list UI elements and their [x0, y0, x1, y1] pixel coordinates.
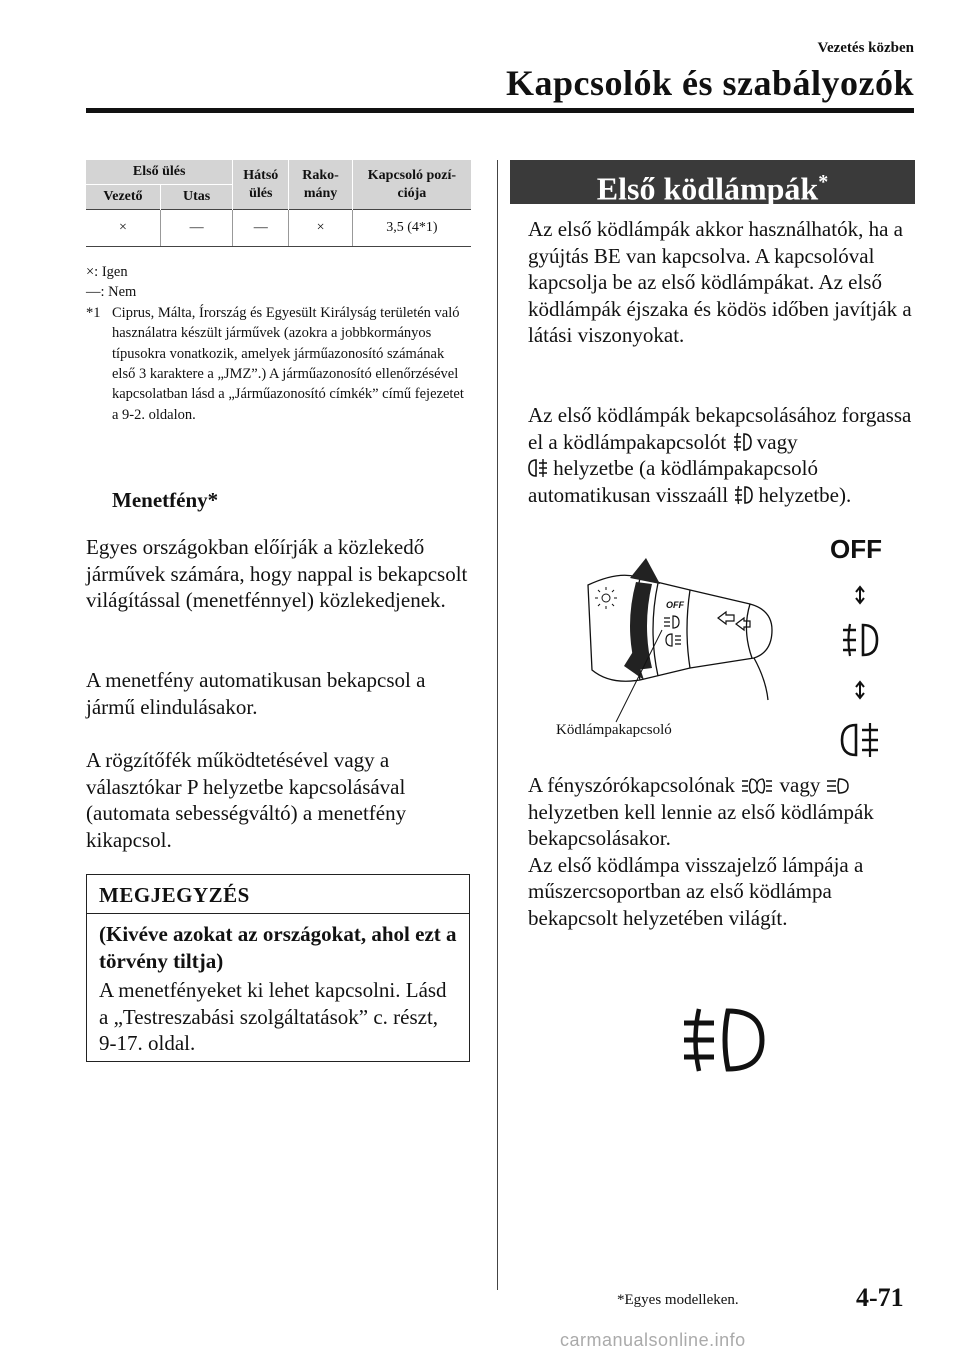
paragraph: Az első ködlámpák akkor használhatók, ha a gyújtás BE van kapcsolva. A kapcsolóval kapcsolja be az első ködlámpákat. Az első ködlámpák éjszaka és ködös időben javítják a látási viszonyokat. [528, 217, 912, 347]
table-row [86, 210, 471, 247]
column-divider [497, 160, 498, 1290]
table-cell: — [233, 210, 289, 247]
turn-arrow-icon [718, 612, 750, 630]
fog-switch-label: Ködlámpakapcsoló [556, 722, 672, 738]
front-fog-icon [843, 624, 877, 656]
chapter-title: Kapcsolók és szabályozók [505, 63, 914, 103]
th-cargo: Rako-mány [289, 160, 353, 210]
paragraph [528, 772, 918, 931]
table-cell: × [289, 210, 353, 247]
rear-fog-icon [842, 723, 878, 757]
fog-switch-illustration [540, 530, 920, 785]
section-mark: * [818, 171, 829, 193]
th-driver: Vezető [86, 185, 160, 210]
th-first-seat: Első ülés [86, 160, 233, 185]
section-title: Első ködlámpák [596, 170, 819, 207]
text-run: vagy [774, 773, 826, 797]
footnote [86, 303, 471, 425]
text-run: helyzetben kell lennie az első ködlámpák bekapcsolásakor. [528, 799, 874, 850]
note-title: MEGJEGYZÉS [99, 883, 250, 907]
footer-note: *Egyes modelleken. [617, 1292, 739, 1308]
legend-yes: ×: Igen [86, 264, 128, 280]
footnote-text: Ciprus, Málta, Írország és Egyesült Királyság területén való használatra készült járművek (azokra a jobbkormányos típusokra vonatkozik, amelyek járműazonosító számának első 3 karaktere a „JMZ”.) A járműazonosító ellenőrzésével kapcsolatban lásd a „Járműazonosító címkék” című fejezetet a 9-2. oldalon. [112, 304, 464, 423]
text-run: Az első ködlámpa visszajelző lámpája a műszercsoportban az első ködlámpa bekapcsolt helyzetében világít. [528, 852, 864, 930]
text-run: helyzetbe). [753, 482, 852, 507]
th-passenger: Utas [160, 185, 232, 210]
rear-fog-icon [528, 457, 548, 479]
stalk-fog-marks [664, 616, 681, 646]
stalk-off-mark: OFF [666, 600, 684, 610]
table-cell: 3,5 (4*1) [352, 210, 471, 247]
page-number: 4-71 [856, 1283, 904, 1312]
chapter-subtitle: Vezetés közben [817, 40, 914, 56]
watermark: carmanualsonline.info [560, 1330, 746, 1350]
table-cell: — [160, 210, 232, 247]
footnote-mark: *1 [86, 304, 101, 321]
paragraph [528, 402, 918, 508]
front-fog-icon [733, 484, 753, 506]
th-rear-seat: Hátsó ülés [233, 160, 289, 210]
text-run: Az első ködlámpák bekapcsolásához forgassa el a ködlámpakapcsolót [528, 403, 912, 454]
paragraph: A menetfény automatikusan bekapcsol a jármű elindulásakor. [86, 668, 426, 719]
th-switch-pos: Kapcsoló pozí-ciója [352, 160, 471, 210]
paragraph: Egyes országokban előírják a közlekedő járművek számára, hogy nappal is bekapcsolt világítással (menetfénnyel) közlekedjenek. [86, 535, 468, 612]
headlight-sun-icon [595, 587, 617, 609]
legend-no: —: Nem [86, 284, 137, 301]
note-condition: (Kivéve azokat az országokat, ahol ezt a törvény tiltja) [99, 922, 457, 973]
header-rule [86, 108, 914, 113]
note-text: A menetfényeket ki lehet kapcsolni. Lásd a „Testreszabási szolgáltatások” c. részt, 9-17. oldal. [99, 978, 447, 1055]
text-run: A fényszórókapcsolónak [528, 773, 741, 797]
parking-light-icon [740, 776, 774, 796]
headlight-icon [826, 776, 850, 796]
arrow-updown-icon [856, 682, 864, 698]
stalk-drawing [588, 575, 772, 700]
daytime-lights-heading: Menetfény* [112, 488, 219, 512]
paragraph: A rögzítőfék működtetésével vagy a választókar P helyzetbe kapcsolásával (automata sebességváltó) a menetfény kikapcsol. [86, 748, 407, 852]
front-fog-indicator-icon [680, 1005, 770, 1075]
table-cell: × [86, 210, 160, 247]
fig-off-label: OFF [830, 534, 882, 564]
arrow-updown-icon [856, 587, 864, 603]
section-title-bar [510, 160, 915, 207]
note-divider [87, 913, 469, 914]
seat-switch-table [86, 160, 471, 247]
text-run: helyzetbe (a ködlámpakapcsoló automatikusan visszaáll [528, 456, 818, 507]
note-box [86, 874, 470, 1062]
front-fog-icon [732, 431, 752, 453]
table-notes [86, 262, 471, 425]
text-run: vagy [751, 429, 798, 454]
